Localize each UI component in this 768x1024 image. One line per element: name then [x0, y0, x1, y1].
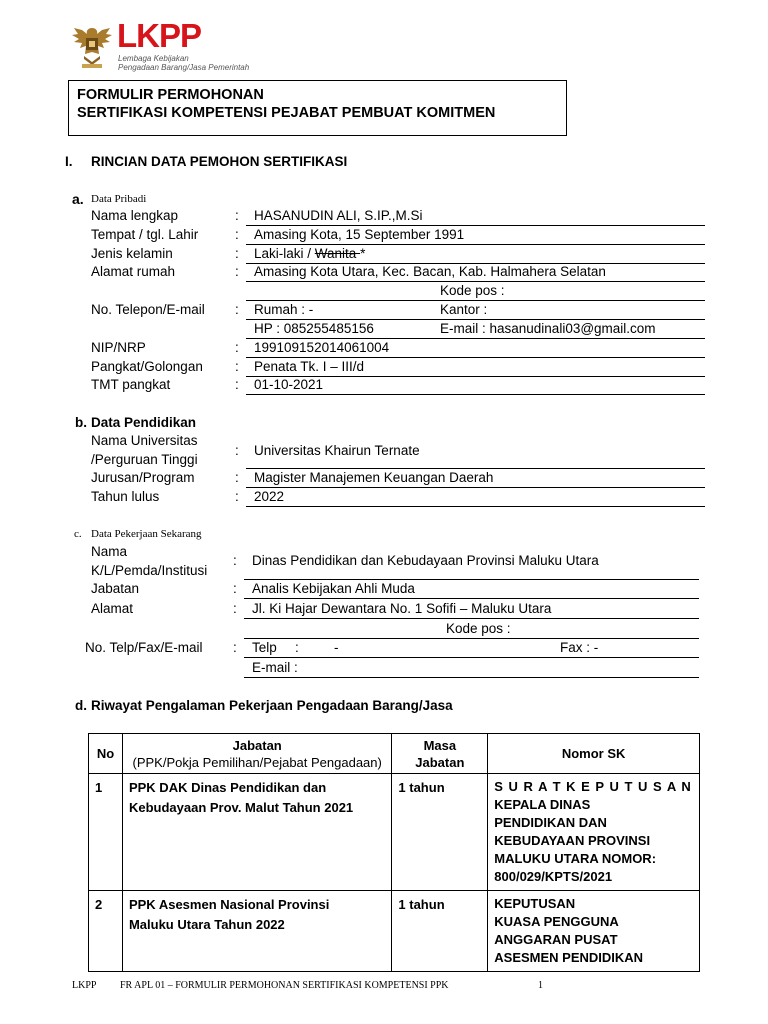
section-number: I.	[65, 154, 73, 169]
label-universitas-1: Nama Universitas	[91, 433, 198, 448]
sk-line: ASESMEN PENDIDIKAN	[494, 950, 644, 965]
colon: :	[235, 208, 239, 223]
section-title: RINCIAN DATA PEMOHON SERTIFIKASI	[91, 154, 348, 169]
subsection-heading-pribadi: Data Pribadi	[91, 193, 147, 205]
value-jabatan: Analis Kebijakan Ahli Muda	[252, 581, 415, 596]
value-tmt: 01-10-2021	[254, 377, 324, 392]
colon: :	[235, 264, 239, 279]
value-kantor: Kantor :	[440, 302, 488, 317]
footer-middle: FR APL 01 – FORMULIR PERMOHONAN SERTIFIKASI KOMPETENSI PPK	[120, 980, 449, 991]
label-universitas-2: /Perguruan Tinggi	[91, 452, 198, 467]
value-fax: Fax : -	[560, 640, 599, 655]
colon: :	[235, 443, 239, 458]
row-jabatan-line: Maluku Utara Tahun 2022	[128, 917, 285, 932]
sk-line: ANGGARAN PUSAT	[494, 932, 618, 947]
row-no: 2	[89, 891, 123, 972]
table-row	[89, 891, 700, 972]
label-nip: NIP/NRP	[91, 340, 146, 355]
value-nama-lengkap: HASANUDIN ALI, S.IP.,M.Si	[254, 208, 423, 223]
value-pangkat: Penata Tk. I – III/d	[254, 359, 365, 374]
sk-line: KEBUDAYAAN PROVINSI	[494, 833, 651, 848]
value-jenis-kelamin	[254, 246, 365, 262]
label-instansi-1: Nama	[91, 544, 128, 559]
row-nomor-sk	[488, 774, 700, 891]
row-no: 1	[89, 774, 123, 891]
value-jurusan: Magister Manajemen Keuangan Daerah	[254, 470, 494, 485]
row-jabatan	[122, 774, 391, 891]
riwayat-table	[88, 733, 700, 972]
header-jabatan	[122, 734, 391, 774]
value-email-kantor: E-mail :	[252, 660, 298, 675]
value-telp: Telp	[252, 640, 277, 655]
value-alamat-kantor: Jl. Ki Hajar Dewantara No. 1 Sofifi – Maluku Utara	[252, 601, 552, 616]
sk-line: 800/029/KPTS/2021	[494, 869, 613, 884]
header-masa-jabatan	[392, 734, 488, 774]
colon: :	[235, 227, 239, 242]
label-telp-fax-email: No. Telp/Fax/E-mail	[85, 640, 203, 655]
header-masa-2: Jabatan	[415, 754, 465, 770]
value-instansi: Dinas Pendidikan dan Kebudayaan Provinsi Maluku Utara	[252, 553, 599, 568]
header-jabatan-sub: (PPK/Pokja Pemilihan/Pejabat Pengadaan)	[132, 754, 382, 770]
colon: :	[235, 470, 239, 485]
colon: :	[233, 601, 237, 616]
footer-left: LKPP	[72, 980, 97, 991]
label-tahun-lulus: Tahun lulus	[91, 489, 160, 504]
subsection-heading-pekerjaan: Data Pekerjaan Sekarang	[91, 528, 202, 540]
title-box	[68, 80, 567, 136]
row-masa: 1 tahun	[392, 891, 488, 972]
telp-dash: -	[334, 640, 339, 655]
lkpp-logo-text: LKPP	[117, 17, 202, 54]
label-telepon-email: No. Telepon/E-mail	[91, 302, 205, 317]
sk-line: KEPALA DINAS	[494, 797, 591, 812]
sk-line: PENDIDIKAN DAN	[494, 815, 607, 830]
colon: :	[235, 302, 239, 317]
value-rumah: Rumah : -	[254, 302, 314, 317]
jk-star: *	[360, 246, 366, 261]
label-alamat-kantor: Alamat	[91, 601, 134, 616]
subsection-heading-pendidikan: Data Pendidikan	[91, 415, 197, 430]
subsection-letter-b: b.	[75, 415, 87, 430]
label-ttl: Tempat / tgl. Lahir	[91, 227, 199, 242]
sk-line: MALUKU UTARA NOMOR:	[494, 851, 657, 866]
subsection-heading-riwayat: Riwayat Pengalaman Pekerjaan Pengadaan Barang/Jasa	[91, 698, 453, 713]
garuda-emblem-icon	[70, 22, 114, 70]
colon: :	[235, 489, 239, 504]
subsection-letter-a: a.	[72, 191, 84, 207]
header-nomor-sk: Nomor SK	[488, 734, 700, 774]
value-nip: 199109152014061004	[254, 340, 390, 355]
row-jabatan-line: Kebudayaan Prov. Malut Tahun 2021	[128, 800, 354, 815]
kodepos-rumah: Kode pos :	[440, 283, 505, 298]
colon: :	[233, 581, 237, 596]
label-nama-lengkap: Nama lengkap	[91, 208, 179, 223]
label-pangkat: Pangkat/Golongan	[91, 359, 203, 374]
org-name-line2: Pengadaan Barang/Jasa Pemerintah	[118, 63, 250, 72]
telp-colon: :	[295, 640, 299, 655]
label-jenis-kelamin: Jenis kelamin	[91, 246, 173, 261]
value-hp: HP : 085255485156	[254, 321, 374, 336]
header-masa-1: Masa	[423, 737, 457, 753]
label-tmt: TMT pangkat	[91, 377, 171, 392]
label-jurusan: Jurusan/Program	[91, 470, 195, 485]
label-instansi-2: K/L/Pemda/Institusi	[91, 563, 208, 578]
row-nomor-sk	[488, 891, 700, 972]
colon: :	[235, 340, 239, 355]
label-alamat-rumah: Alamat rumah	[91, 264, 176, 279]
header-no: No	[89, 734, 123, 774]
org-name-line1: Lembaga Kebijakan	[118, 54, 189, 63]
row-jabatan-line: PPK Asesmen Nasional Provinsi	[128, 897, 330, 912]
footer-page-number: 1	[538, 980, 543, 991]
label-jabatan: Jabatan	[91, 581, 140, 596]
value-universitas: Universitas Khairun Ternate	[254, 443, 420, 458]
colon: :	[233, 553, 237, 568]
table-row	[89, 774, 700, 891]
sk-line: KUASA PENGGUNA	[494, 914, 619, 929]
sk-line: KEPUTUSAN	[494, 896, 576, 911]
title-line1: FORMULIR PERMOHONAN	[77, 87, 264, 103]
table-header-row	[89, 734, 700, 774]
colon: :	[235, 377, 239, 392]
value-tahun-lulus: 2022	[254, 489, 285, 504]
jk-option-wanita: Wanita	[314, 246, 361, 261]
colon: :	[235, 359, 239, 374]
row-masa: 1 tahun	[392, 774, 488, 891]
colon: :	[235, 246, 239, 261]
subsection-letter-d: d.	[75, 698, 87, 713]
colon: :	[233, 640, 237, 655]
value-email: E-mail : hasanudinali03@gmail.com	[440, 321, 656, 336]
subsection-letter-c: c.	[74, 528, 82, 540]
row-jabatan	[122, 891, 391, 972]
sk-line: S U R A T K E P U T U S A N	[494, 779, 692, 794]
title-line2: SERTIFIKASI KOMPETENSI PEJABAT PEMBUAT KOMITMEN	[77, 105, 496, 121]
kodepos-kantor: Kode pos :	[446, 621, 511, 636]
jk-option-laki: Laki-laki /	[254, 246, 315, 261]
value-alamat-rumah: Amasing Kota Utara, Kec. Bacan, Kab. Halmahera Selatan	[254, 264, 606, 279]
row-jabatan-line: PPK DAK Dinas Pendidikan dan	[128, 780, 327, 795]
value-ttl: Amasing Kota, 15 September 1991	[254, 227, 465, 242]
header-jabatan-title: Jabatan	[232, 737, 282, 753]
